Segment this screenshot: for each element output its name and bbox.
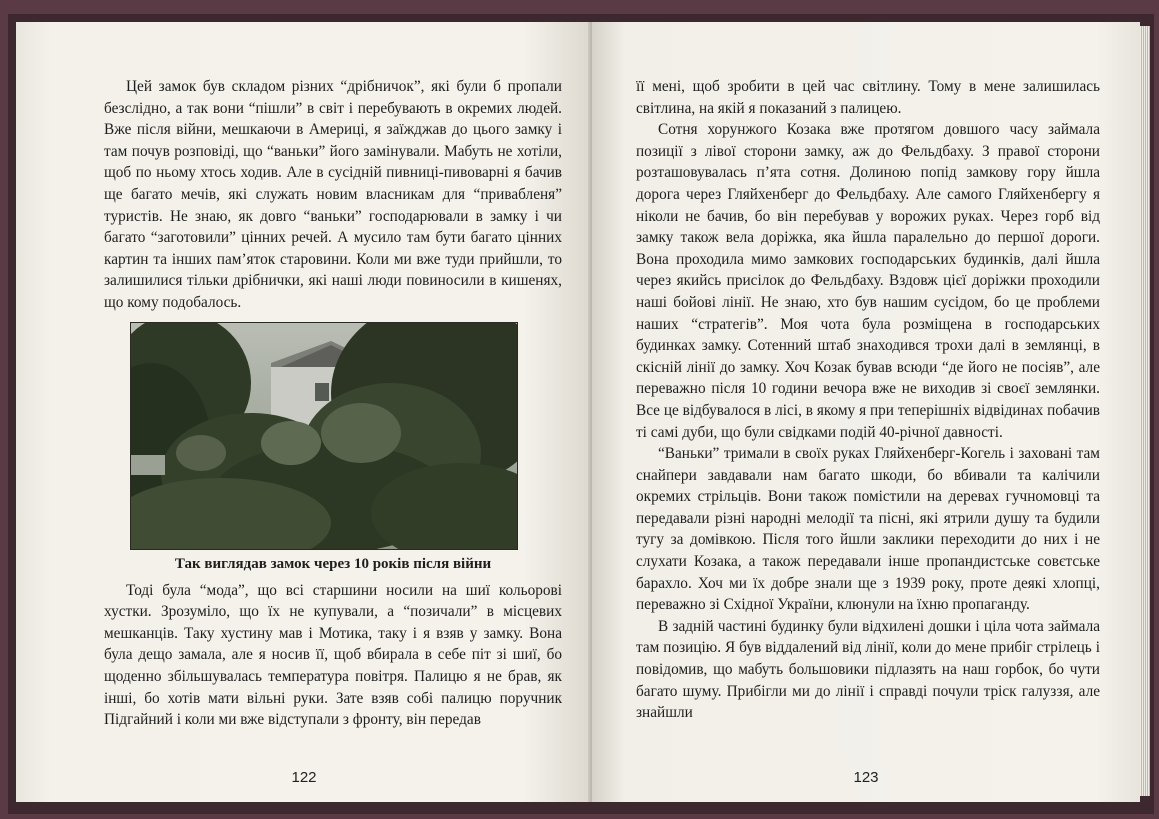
left-text-top [104,76,562,314]
castle-photo [130,322,518,550]
right-paragraph-3: “Ваньки” тримали в своїх руках Гляйхенберг-Когель і заховані там снайпери завдавали нам багато шкоди, бо вбивали та калічили окремих стрільців. Вони також помістили на деревах гучномовці та передавали різні народні мелодії та пісні, які ятрили душу та будили тугу за домівкою. Після того йшли заклики переходити до них і не слухати Козака, а також передавали інше пропандистське совєтське барахло. Хоч ми їх добре знали ще з 1939 року, проте деякі хлопці, переважно зі Східної України, клюнули на їхню пропаганду. [636,445,1100,614]
right-text [636,76,1100,724]
left-text-bottom [104,580,562,731]
page-number-right: 123 [853,769,879,786]
left-paragraph-1: Цей замок був складом різних “дрібничок”, які були б пропали безслідно, а так вони “пішли” в світ і перебувають в окремих людей. Вже після війни, мешкаючи в Америці, я заїжджав до цього замку і там почув розповіді, що “ваньки” його замінували. Мабуть не хотіли, щоб по ньому хтось ходив. Але в сусідній пивниці-пивоварні я бачив ще багато мечів, які служать новим власникам для “привабленя” туристів. Не знаю, як довго “ваньки” господарювали в замку і чи багато “заготовили” цінних речей. А мусило там бути багато цінних картин та інших пам’яток старовини. Коли ми вже туди прийшли, то залишилися тільки дрібнички, які наші люди повиносили в кишенях, що кому подобалось. [104,78,562,311]
right-paragraph-2: Сотня хорунжого Козака вже протягом довшого часу займала позиції з лівої сторони замку, аж до Фельдбаху. З правої сторони розташовувалась п’ята сотня. Долиною попід замкову гору йшла дорога через Гляйхенберг до Фельдбаху. Але самого Гляйхенбергу я ніколи не бачив, бо він перебував у ворожих руках. Через горб від замку також вела доріжка, яка йшла паралельно до першої дороги. Вона проходила мимо замкових господарських будинків, далі йшла через якийсь присілок до Фельдбаху. Вздовж цієї доріжки проходили наші бойові лінії. Не знаю, хто був нашим сусідом, бо це проблеми наших “стратегів”. Моя чота була розміщена в господарських будинках замку. Сотенний штаб знаходився трохи далі в землянці, в скісній лінії до замку. Хоч Козак бував всюди “де його не посіяв”, але переважно після 10 години вечора вже не виходив зі своєї землянки. Все це відбувалося в лісі, в якому я при теперішніх відвідинах побачив ті самі дуби, що були свідками подій 40-річної давності. [636,121,1100,441]
page-edges [1140,26,1150,796]
right-paragraph-1: її мені, щоб зробити в цей час світлину. Тому в мене залишилась світлина, на якій я показаний з палицею. [636,78,1100,117]
castle-photo-image [131,323,517,549]
right-paragraph-4: В задній частині будинку були відхилені дошки і ціла чота займала там позицію. Я був віддалений від лінії, коли до мене прибіг стрілець і повідомив, що мабуть большовики підлазять на наш горбок, бо чути багато шуму. Прибігли ми до лінії і справді почули тріск галуззя, але знайшли [636,617,1100,722]
left-paragraph-2: Тоді була “мода”, що всі старшини носили на шиї кольорові хустки. Зрозуміло, що їх не купували, а “позичали” в місцевих мешканців. Таку хустину мав і Мотика, таку і я взяв у замку. Вона була дещо замала, але я носив її, щоб вбирала в себе піт зі шиї, бо щоденно збільшувалась температура повітря. Палицю я не брав, як інші, бо хотів мати вільні руки. Зате взяв собі палицю поручник Підгайний і коли ми вже відступали з фронту, він передав [104,581,562,729]
page-number-left: 122 [291,769,317,786]
photo-caption: Так виглядав замок через 10 років після війни [174,555,492,572]
open-book [8,14,1154,814]
right-page [592,22,1140,802]
left-page [16,22,592,802]
